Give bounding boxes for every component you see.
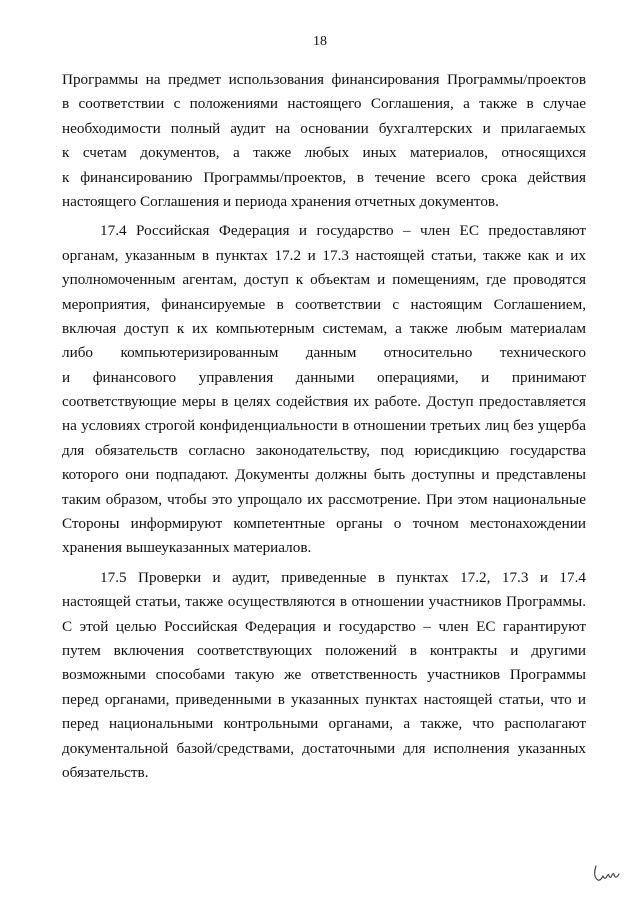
text-line: мероприятия, финансируемые в соответствии с настоящим Соглашением, — [62, 295, 586, 313]
text-line: на условиях строгой конфиденциальности в отношении третьих лиц без ущерба — [62, 417, 586, 435]
paragraph — [62, 68, 586, 214]
paragraph — [62, 566, 586, 786]
text-line: обязательств. — [62, 763, 149, 781]
document-body — [62, 68, 586, 785]
text-line: которого они подпадают. Документы должны быть доступны и представлены — [62, 466, 586, 484]
text-line: документальной базой/средствами, достаточными для исполнения указанных — [62, 739, 586, 757]
text-line: уполномоченным агентам, доступ к объектам и помещениям, где проводятся — [62, 271, 586, 289]
text-line: Стороны информируют компетентные органы о точном местонахождении — [62, 515, 586, 533]
text-line: либо компьютеризированным данным относительно технического — [62, 344, 586, 362]
text-line: настоящей статьи, также осуществляются в отношении участников Программы. — [62, 593, 586, 611]
text-line: таким образом, чтобы это упрощало их рассмотрение. При этом национальные — [62, 490, 586, 508]
paragraph — [62, 219, 586, 560]
text-line: Программы на предмет использования финансирования Программы/проектов — [62, 71, 586, 88]
text-line: к финансированию Программы/проектов, в течение всего срока действия — [62, 168, 586, 186]
text-line: для обязательств согласно законодательству, под юрисдикцию государства — [62, 441, 586, 459]
text-line: включая доступ к их компьютерным системам, а также любым материалам — [62, 319, 586, 337]
text-line: настоящего Соглашения и периода хранения отчетных документов. — [62, 192, 499, 210]
text-line: 17.4 Российская Федерация и государство – член ЕС предоставляют — [100, 222, 586, 240]
text-line: соответствующие меры в целях содействия их работе. Доступ предоставляется — [62, 393, 586, 411]
text-line: перед органами, приведенными в указанных пунктах настоящей статьи, что и — [62, 690, 586, 708]
text-line: органам, указанным в пунктах 17.2 и 17.3 настоящей статьи, также как и их — [62, 246, 586, 264]
text-line: 17.5 Проверки и аудит, приведенные в пунктах 17.2, 17.3 и 17.4 — [100, 568, 586, 586]
text-line: хранения вышеуказанных материалов. — [62, 539, 312, 557]
text-line: к счетам документов, а также любых иных материалов, относящихся — [62, 144, 586, 162]
text-line: необходимости полный аудит на основании бухгалтерских и прилагаемых — [62, 119, 586, 137]
page-number: 18 — [313, 34, 327, 49]
text-line: в соответствии с положениями настоящего Соглашения, а также в случае — [62, 95, 586, 113]
text-line: перед национальными контрольными органами, а также, что располагают — [62, 715, 586, 733]
handwritten-initials — [592, 862, 622, 884]
text-line: возможными способами такую же ответственность участников Программы — [62, 666, 586, 684]
text-line: и финансового управления данными операциями, и принимают — [62, 368, 586, 386]
text-line: путем включения соответствующих положений в контракты и другими — [62, 641, 586, 659]
text-line: С этой целью Российская Федерация и государство – член ЕС гарантируют — [62, 617, 586, 635]
